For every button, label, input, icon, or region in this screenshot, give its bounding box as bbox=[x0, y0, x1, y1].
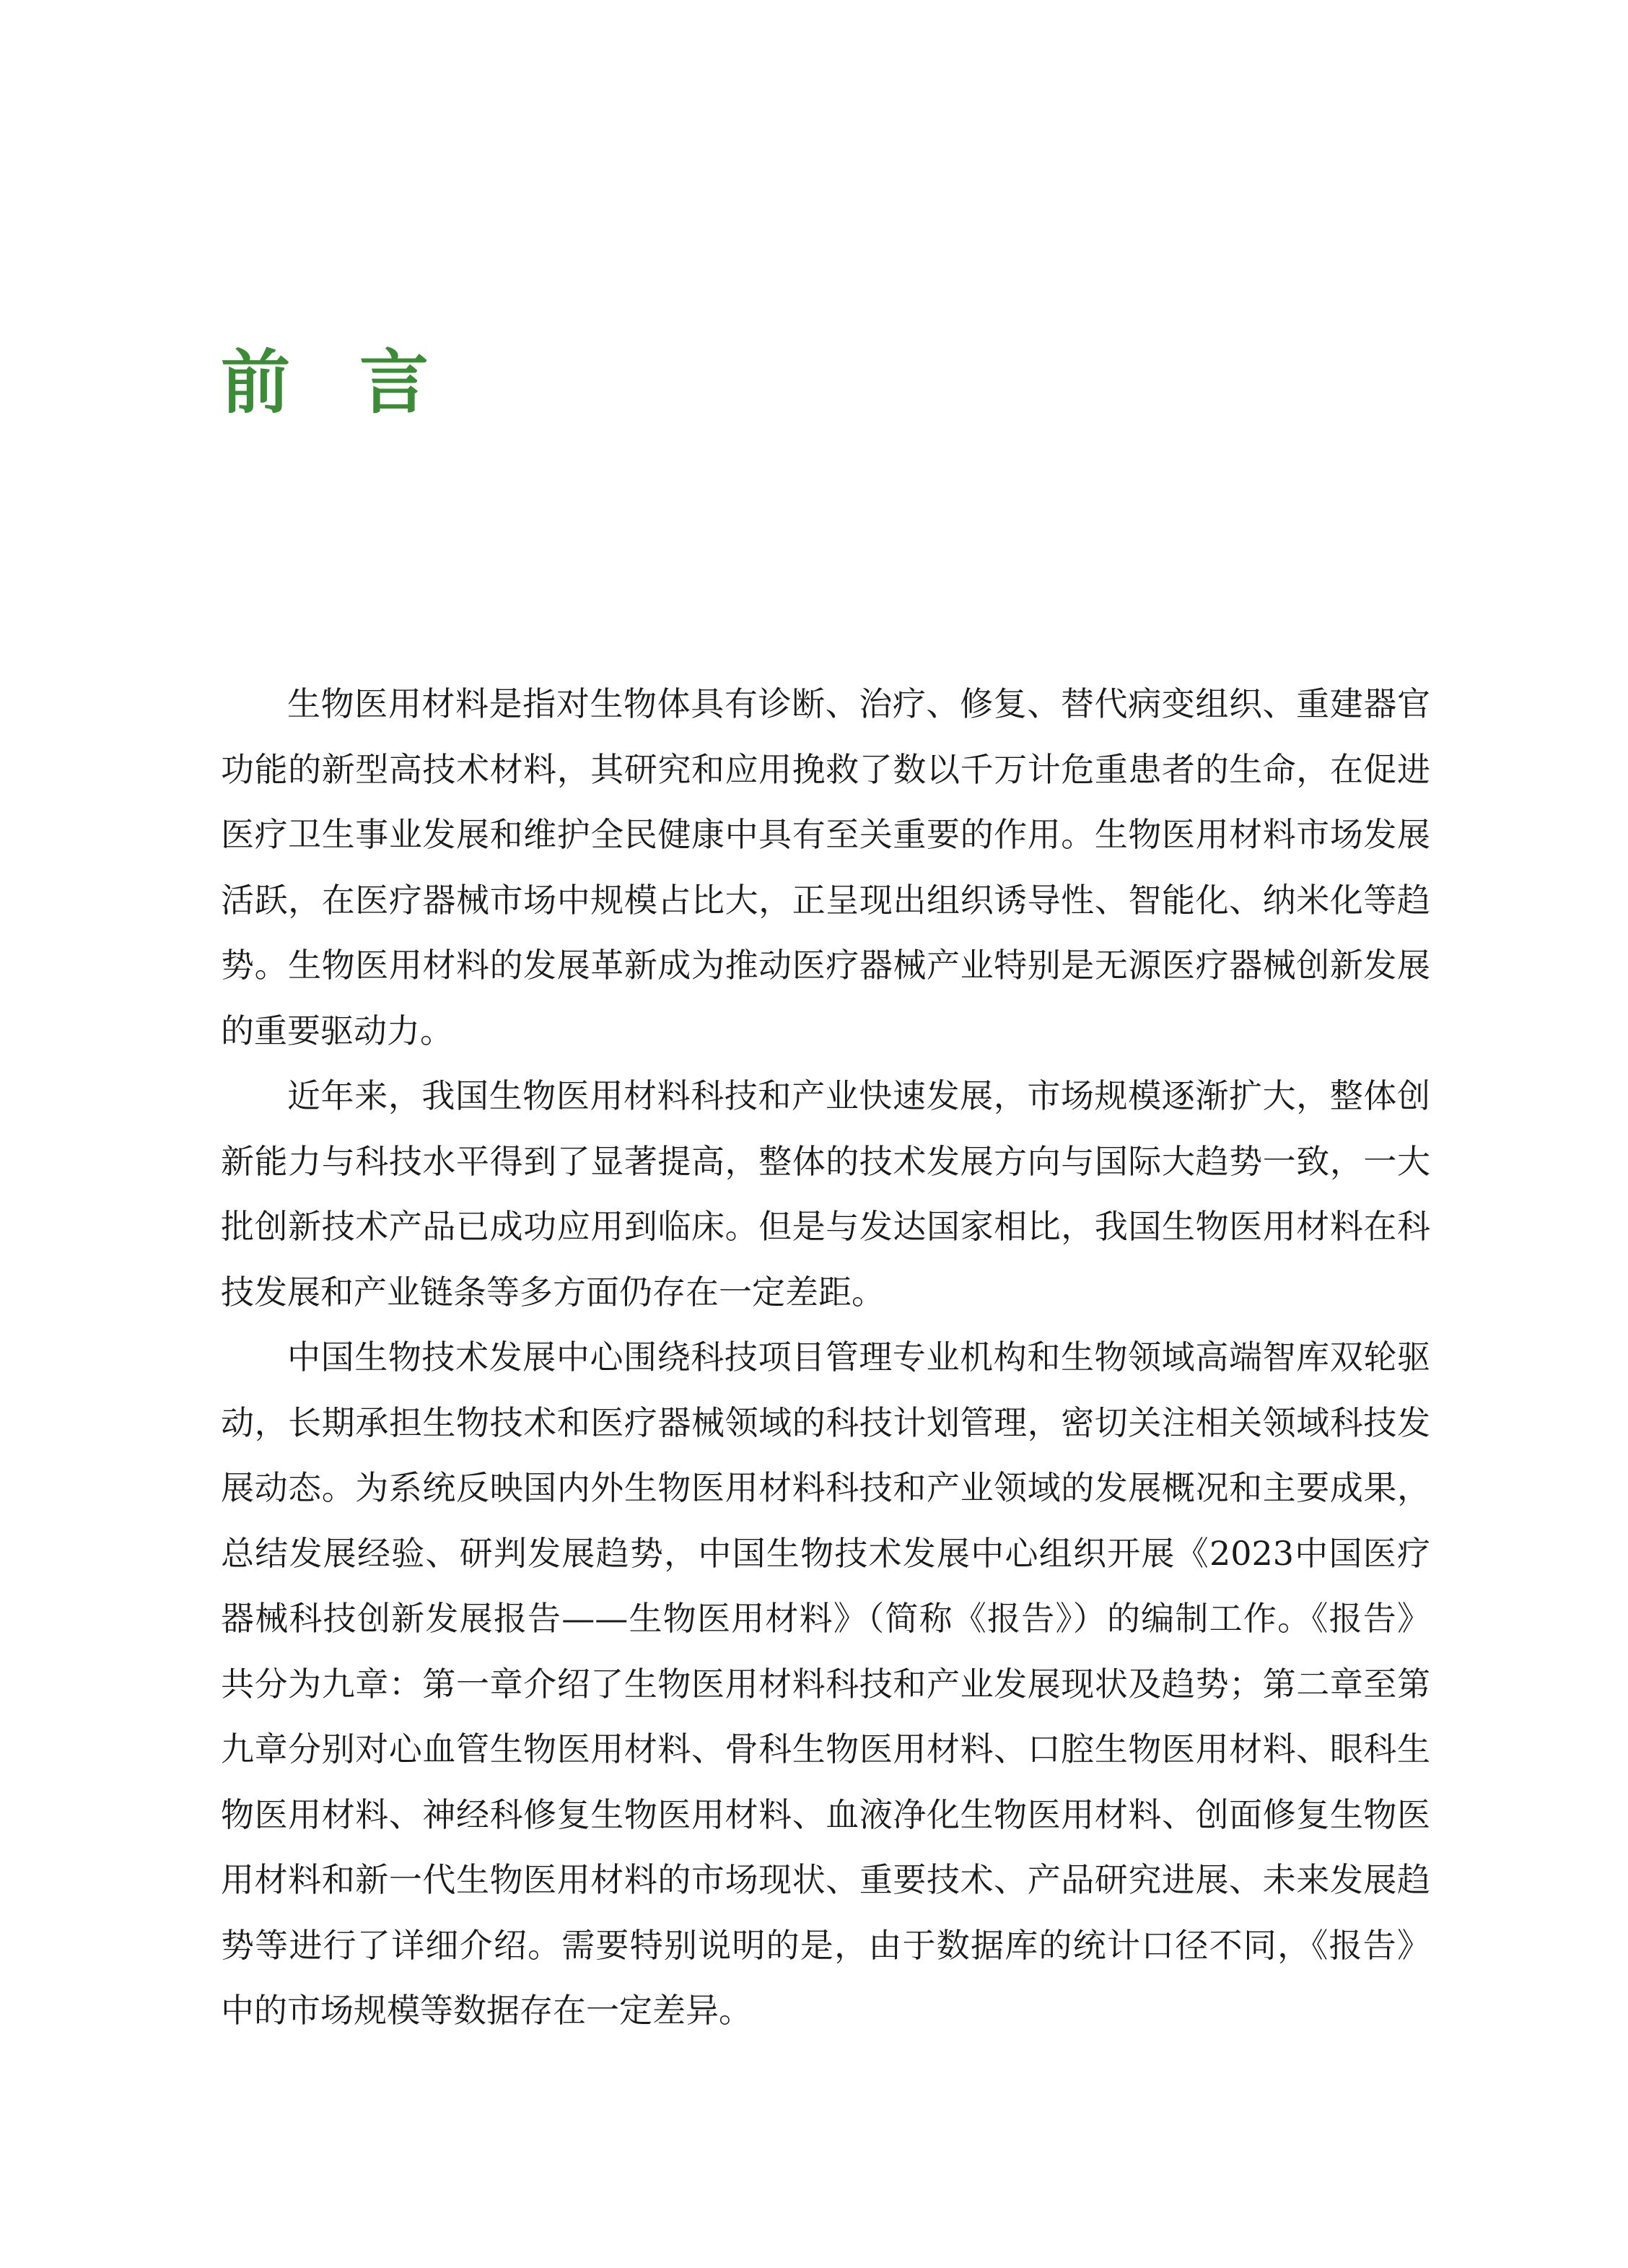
paragraph-1: 生物医用材料是指对生物体具有诊断、治疗、修复、替代病变组织、重建器官功能的新型高技术材料，其研究和应用挽救了数以千万计危重患者的生命，在促进医疗卫生事业发展和维护全民健康中具有至关重要的作用。生物医用材料市场发展活跃，在医疗器械市场中规模占比大，正呈现出组织诱导性、智能化、纳米化等趋势。生物医用材料的发展革新成为推动医疗器械产业特别是无源医疗器械创新发展的重要驱动力。 bbox=[221, 684, 1430, 1050]
preface-body bbox=[221, 671, 1430, 2044]
page-title: 前言 bbox=[221, 342, 498, 423]
paragraph-2: 近年来，我国生物医用材料科技和产业快速发展，市场规模逐渐扩大，整体创新能力与科技水平得到了显著提高，整体的技术发展方向与国际大趋势一致，一大批创新技术产品已成功应用到临床。但是与发达国家相比，我国生物医用材料在科技发展和产业链条等多方面仍存在一定差距。 bbox=[221, 1076, 1430, 1312]
paragraph-3: 中国生物技术发展中心围绕科技项目管理专业机构和生物领域高端智库双轮驱动，长期承担生物技术和医疗器械领域的科技计划管理，密切关注相关领域科技发展动态。为系统反映国内外生物医用材料科技和产业领域的发展概况和主要成果，总结发展经验、研判发展趋势，中国生物技术发展中心组织开展《2023中国医疗器械科技创新发展报告——生物医用材料》（简称《报告》）的编制工作。《报告》共分为九章：第一章介绍了生物医用材料科技和产业发展现状及趋势；第二章至第九章分别对心血管生物医用材料、骨科生物医用材料、口腔生物医用材料、眼科生物医用材料、神经科修复生物医用材料、血液净化生物医用材料、创面修复生物医用材料和新一代生物医用材料的市场现状、重要技术、产品研究进展、未来发展趋势等进行了详细介绍。需要特别说明的是，由于数据库的统计口径不同，《报告》中的市场规模等数据存在一定差异。 bbox=[221, 1338, 1430, 2030]
